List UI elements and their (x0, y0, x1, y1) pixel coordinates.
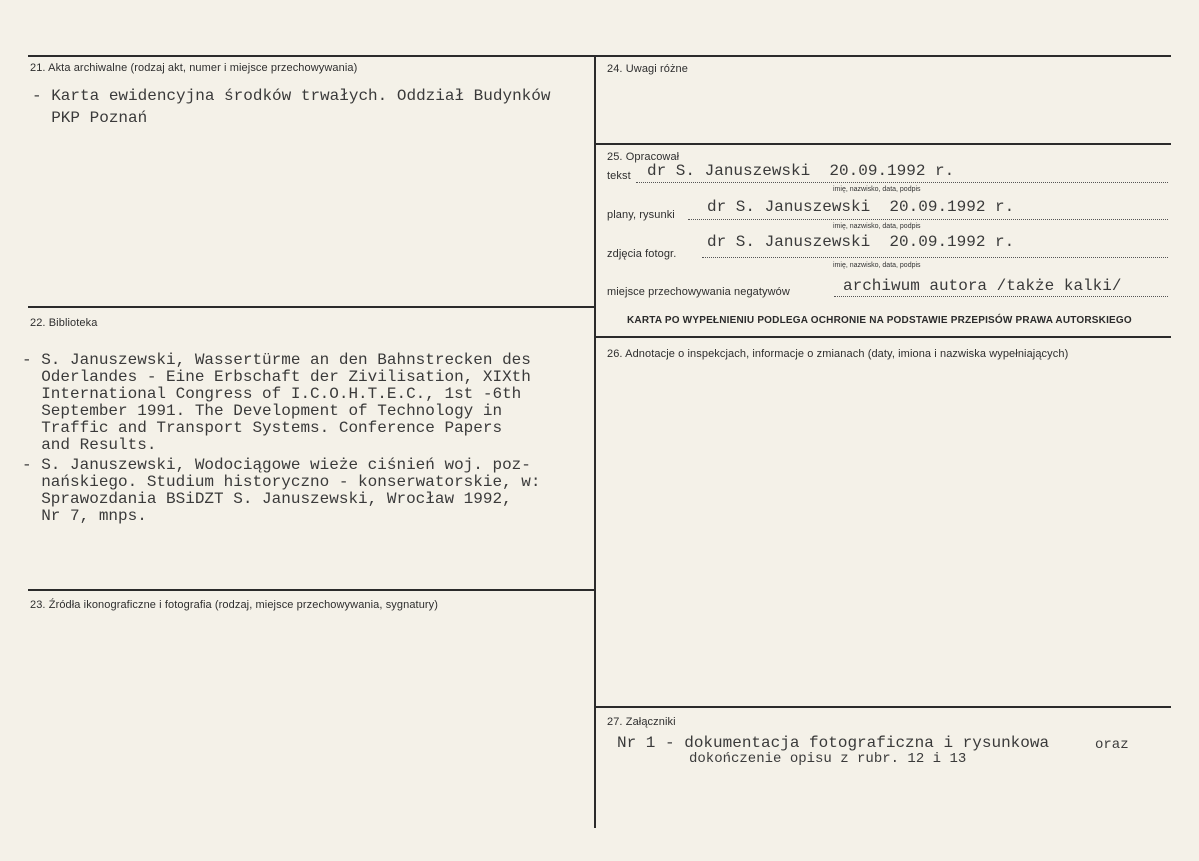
negatywy-dotline (834, 296, 1168, 297)
section-27-line-1-tail: oraz (1095, 737, 1129, 753)
section-22-line: - S. Januszewski, Wodociągowe wieże ciśnień woj. poz- (22, 456, 531, 474)
copyright-notice: KARTA PO WYPEŁNIENIU PODLEGA OCHRONIE NA PODSTAWIE PRZEPISÓW PRAWA AUTORSKIEGO (627, 315, 1132, 326)
zdjecia-value: dr S. Januszewski 20.09.1992 r. (707, 233, 1015, 251)
section-23-label: 23. Źródła ikonograficzne i fotografia (rodzaj, miejsce przechowywania, sygnatury) (30, 599, 439, 611)
zdjecia-dotline (702, 257, 1168, 258)
tekst-value: dr S. Januszewski 20.09.1992 r. (647, 162, 955, 180)
tekst-caption: imię, nazwisko, data, podpis (833, 186, 921, 193)
section-22-line: - S. Januszewski, Wassertürme an den Bahnstrecken des (22, 351, 531, 369)
section-27-line-2: dokończenie opisu z rubr. 12 i 13 (689, 751, 967, 767)
rule-26-27 (596, 706, 1171, 708)
section-21-label: 21. Akta archiwalne (rodzaj akt, numer i miejsce przechowywania) (30, 62, 358, 74)
rule-22-23 (28, 589, 596, 591)
negatywy-value: archiwum autora /także kalki/ (843, 277, 1122, 295)
section-22-label: 22. Biblioteka (30, 317, 98, 329)
section-22-line: and Results. (22, 436, 157, 454)
plany-caption: imię, nazwisko, data, podpis (833, 223, 921, 230)
section-22-line: International Congress of I.C.O.H.T.E.C., 1st -6th (22, 385, 522, 403)
zdjecia-label: zdjęcia fotogr. (607, 248, 677, 260)
section-21-line-1: - Karta ewidencyjna środków trwałych. Oddział Budynków (32, 87, 551, 105)
section-22-line: Traffic and Transport Systems. Conference Papers (22, 419, 503, 437)
section-22-line: nańskiego. Studium historyczno - konserwatorskie, w: (22, 473, 541, 491)
plany-label: plany, rysunki (607, 209, 675, 221)
top-rule (28, 55, 1171, 57)
section-24-label: 24. Uwagi różne (607, 63, 688, 75)
section-22-line: September 1991. The Development of Technology in (22, 402, 503, 420)
rule-21-22 (28, 306, 596, 308)
tekst-dotline (636, 182, 1168, 183)
section-22-line: Nr 7, mnps. (22, 507, 147, 525)
rule-24-25 (596, 143, 1171, 145)
section-26-label: 26. Adnotacje o inspekcjach, informacje o zmianach (daty, imiona i nazwiska wypełniających) (607, 348, 1069, 360)
section-22-line: Oderlandes - Eine Erbschaft der Zivilisation, XIXth (22, 368, 531, 386)
section-25-label: 25. Opracował (607, 151, 680, 163)
section-27-label: 27. Załączniki (607, 716, 676, 728)
plany-dotline (688, 219, 1168, 220)
center-divider (594, 55, 596, 828)
rule-25-26 (596, 336, 1171, 338)
negatywy-label: miejsce przechowywania negatywów (607, 286, 790, 298)
section-21-line-2: PKP Poznań (32, 109, 148, 127)
section-27-line-1: Nr 1 - dokumentacja fotograficzna i rysunkowa (617, 734, 1050, 752)
tekst-label: tekst (607, 170, 631, 182)
zdjecia-caption: imię, nazwisko, data, podpis (833, 262, 921, 269)
section-22-line: Sprawozdania BSiDZT S. Januszewski, Wrocław 1992, (22, 490, 512, 508)
plany-value: dr S. Januszewski 20.09.1992 r. (707, 198, 1015, 216)
